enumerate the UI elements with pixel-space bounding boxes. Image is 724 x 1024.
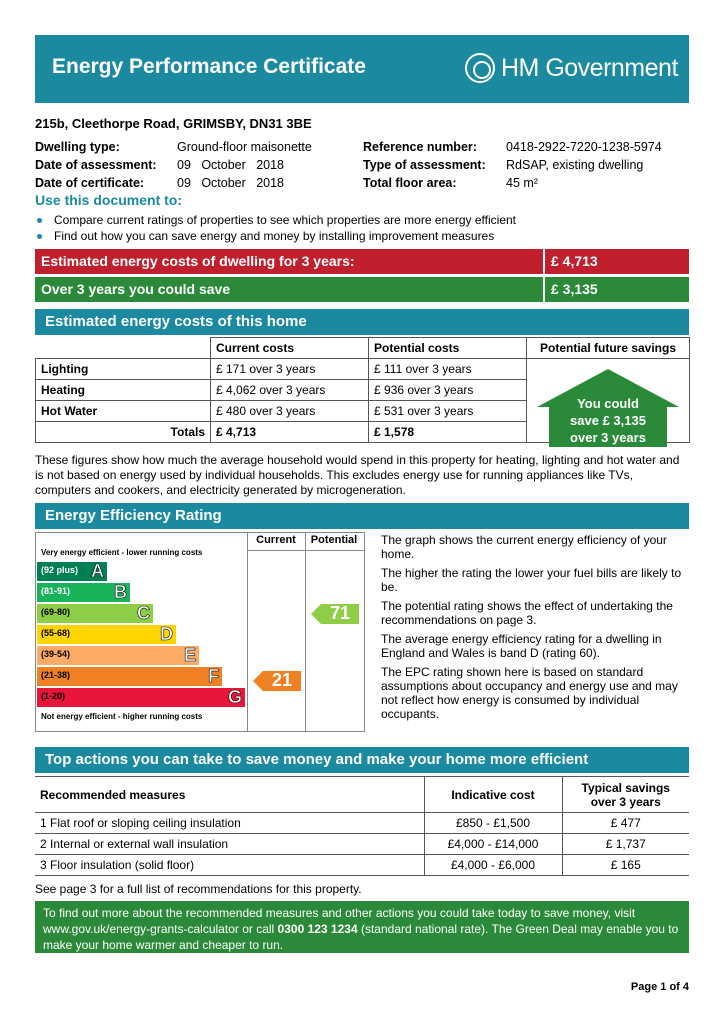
band-range: (92 plus) <box>41 565 79 575</box>
column-header: Typical savings over 3 years <box>562 777 689 813</box>
band-letter: G <box>227 687 242 707</box>
paragraph: The average energy efficiency rating for a dwelling in England and Wales is band D (rating 60). <box>381 632 662 660</box>
efficiency-section-header <box>35 503 689 529</box>
details-left <box>35 138 312 192</box>
table-row: Lighting £ 171 over 3 years £ 111 over 3 years You could save £ 3,135 over 3 years <box>36 359 690 380</box>
actions-table <box>35 776 689 876</box>
list-item <box>35 212 516 228</box>
costs-section-header <box>35 309 689 335</box>
section-title: Estimated energy costs of this home <box>45 313 307 330</box>
band-letter: C <box>137 603 150 623</box>
property-address: 215b, Cleethorpe Road, GRIMSBY, DN31 3BE <box>35 116 312 131</box>
page-number: Page 1 of 4 <box>630 981 689 993</box>
column-header: Recommended measures <box>35 777 424 813</box>
rating-band-g <box>37 688 245 707</box>
current-column-header: Current <box>256 534 296 546</box>
hm-government-logo <box>465 51 678 85</box>
table-row: 3 Floor insulation (solid floor) £4,000 - £6,000 £ 165 <box>35 855 689 876</box>
details-right <box>363 138 662 192</box>
detail-value: RdSAP, existing dwelling <box>506 158 644 172</box>
potential-rating-arrow <box>311 604 359 624</box>
paragraph: The potential rating shows the effect of undertaking the recommendations on page 3. <box>381 599 673 627</box>
detail-label: Reference number: <box>363 140 477 154</box>
detail-label: Total floor area: <box>363 176 457 190</box>
savings-label: Over 3 years you could save <box>41 281 231 297</box>
footer-text: To find out more about the recommended measures and other actions you could take today to save money, visit www.gov.uk/energy-grants-calculator or call <box>43 906 636 936</box>
table-row: Heating £ 4,062 over 3 years £ 936 over 3 years <box>36 380 690 401</box>
bullet-icon <box>37 234 42 239</box>
phone-number: 0300 123 1234 <box>277 922 358 936</box>
potential-column-header: Potential <box>310 534 358 546</box>
rating-band-c <box>37 604 153 623</box>
rating-band-f <box>37 667 222 686</box>
table-row: 1 Flat roof or sloping ceiling insulation £850 - £1,500 £ 477 <box>35 813 689 834</box>
detail-label: Type of assessment: <box>363 158 486 172</box>
efficiency-explanation <box>381 533 689 721</box>
band-letter: E <box>183 645 196 665</box>
band-letter: B <box>114 582 127 602</box>
band-range: (21-38) <box>41 670 71 680</box>
rating-band-b <box>37 583 130 602</box>
bullet-text: Find out how you can save energy and money by installing improvement measures <box>54 229 495 243</box>
bullet-text: Compare current ratings of properties to see which properties are more energy efficient <box>54 213 517 227</box>
estimated-cost-value: £ 4,713 <box>543 249 689 274</box>
estimated-cost-label: Estimated energy costs of dwelling for 3 years: <box>41 253 355 269</box>
band-letter: A <box>91 561 104 581</box>
potential-rating-value: 71 <box>329 603 351 623</box>
page-title: Energy Performance Certificate <box>52 55 366 78</box>
section-title: Top actions you can take to save money and make your home more efficient <box>45 751 589 768</box>
rating-band-a <box>37 562 107 581</box>
rating-band-d <box>37 625 176 644</box>
savings-badge-text: You could save £ 3,135 over 3 years <box>570 396 646 445</box>
section-title: Energy Efficiency Rating <box>45 507 222 524</box>
savings-value: £ 3,135 <box>543 277 689 302</box>
actions-section-header <box>35 747 689 773</box>
savings-bar <box>35 277 689 302</box>
detail-value: Ground-floor maisonette <box>177 140 312 154</box>
detail-label: Dwelling type: <box>35 140 120 154</box>
paragraph: The graph shows the current energy efficiency of your home. <box>381 533 667 561</box>
band-range: (81-91) <box>41 586 71 596</box>
detail-value: 45 m² <box>506 176 538 190</box>
totals-row: Totals £ 4,713 £ 1,578 <box>36 422 690 443</box>
detail-value: 09 October 2018 <box>177 158 285 172</box>
header-bar <box>35 35 689 103</box>
table-row: 2 Internal or external wall insulation £4,000 - £14,000 £ 1,737 <box>35 834 689 855</box>
band-range: (39-54) <box>41 649 71 659</box>
bullet-icon <box>37 218 42 223</box>
band-range: (69-80) <box>41 607 71 617</box>
use-document-list <box>35 212 516 244</box>
band-range: (1-20) <box>41 691 66 701</box>
detail-label: Date of certificate: <box>35 176 145 190</box>
column-header: Potential future savings <box>527 338 690 359</box>
detail-value: 0418-2922-7220-1238-5974 <box>506 140 662 154</box>
rating-band-e <box>37 646 199 665</box>
savings-badge-cell <box>527 359 690 443</box>
estimated-cost-bar <box>35 249 689 274</box>
current-rating-arrow <box>253 671 301 691</box>
list-item <box>35 228 516 244</box>
paragraph: The EPC rating shown here is based on standard assumptions about occupancy and energy use and may not reflect how energy is consumed by individual occupants. <box>381 665 678 721</box>
band-letter: D <box>160 624 173 644</box>
detail-label: Date of assessment: <box>35 158 157 172</box>
column-header: Potential costs <box>369 338 527 359</box>
column-header: Current costs <box>211 338 369 359</box>
top-efficiency-label: Very energy efficient - lower running costs <box>41 548 203 557</box>
efficiency-chart <box>35 532 365 732</box>
costs-note: These figures show how much the average household would spend in this property for heating, lighting and hot water and is not based on energy used by individual households. This excludes energy use for running appliances like TVs, computers and cookers, and electricity generated by microgeneration. <box>35 453 680 497</box>
band-letter: F <box>208 666 219 686</box>
current-rating-value: 21 <box>271 670 293 690</box>
detail-value: 09 October 2018 <box>177 176 285 190</box>
table-row: Hot Water £ 480 over 3 years £ 531 over 3 years <box>36 401 690 422</box>
costs-table <box>35 337 690 443</box>
footer-info <box>35 901 689 953</box>
see-page-note: See page 3 for a full list of recommendations for this property. <box>35 882 362 896</box>
use-document-title: Use this document to: <box>35 192 183 208</box>
brand-text: HM Government <box>501 53 678 82</box>
crest-icon <box>465 53 495 83</box>
paragraph: The higher the rating the lower your fuel bills are likely to be. <box>381 566 682 594</box>
column-header: Indicative cost <box>424 777 562 813</box>
footer-text: (standard national rate). The Green Deal may enable you to make your home warmer and cheaper to run. <box>43 922 679 952</box>
band-range: (55-68) <box>41 628 71 638</box>
bottom-efficiency-label: Not energy efficient - higher running costs <box>41 712 203 721</box>
